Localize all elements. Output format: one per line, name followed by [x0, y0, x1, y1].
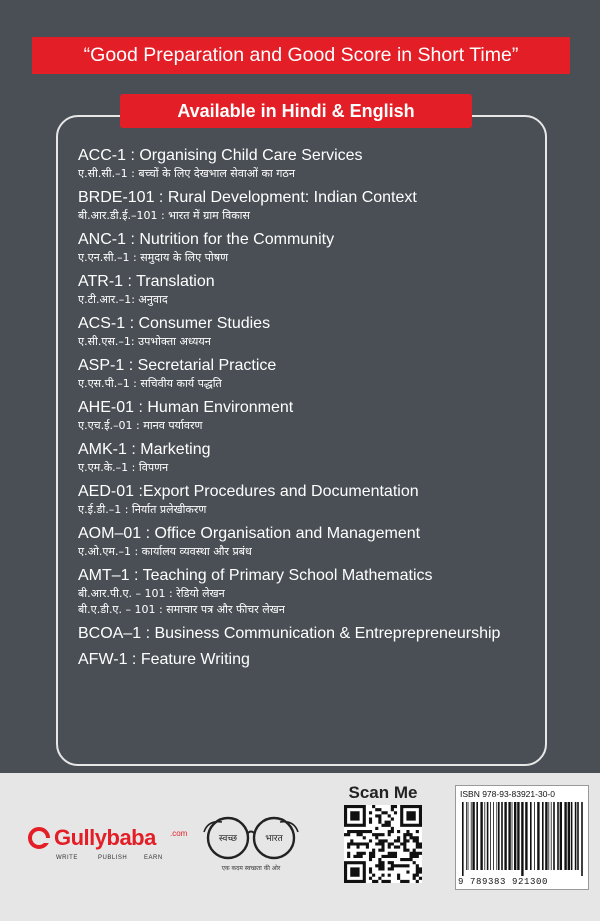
course-title-hi: ए.ओ.एम.–1 : कार्यालय व्यवस्था और प्रबंध	[78, 545, 252, 558]
course-item	[78, 482, 548, 518]
course-title-en: ANC-1 : Nutrition for the Community	[78, 231, 335, 248]
swachh-caption: एक कदम स्वच्छता की ओर	[221, 865, 281, 872]
course-title-en: ATR-1 : Translation	[78, 273, 215, 290]
isbn-barcode	[455, 785, 589, 890]
swachh-bharat-logo	[196, 812, 306, 872]
logo-name: Gullybaba	[54, 825, 156, 850]
course-item	[78, 314, 548, 350]
qr-code-icon	[344, 805, 422, 883]
course-title-hi: ए.ई.डी.–1 : निर्यात प्रलेखीकरण	[78, 503, 207, 516]
course-title-en: BRDE-101 : Rural Development: Indian Context	[78, 189, 417, 206]
course-item	[78, 524, 548, 560]
course-title-en: AED-01 :Export Procedures and Documentation	[78, 483, 419, 500]
swachh-left-text: स्वच्छ	[218, 834, 238, 844]
gullybaba-logo	[28, 825, 188, 865]
course-title-hi: ए.एस.पी.–1 : सचिवीय कार्य पद्धति	[78, 377, 222, 390]
course-title-en: AMT–1 : Teaching of Primary School Mathematics	[78, 567, 433, 584]
barcode-digits: 9 789383 921300	[458, 877, 549, 887]
course-title-en: ACS-1 : Consumer Studies	[78, 315, 271, 332]
course-title-en: ACC-1 : Organising Child Care Services	[78, 147, 363, 164]
course-item	[78, 566, 548, 618]
logo-tagline-word: EARN	[144, 855, 163, 861]
course-item	[78, 356, 548, 392]
course-title-hi: ए.एच.ई.–01 : मानव पर्यावरण	[78, 419, 203, 432]
course-title-hi: ए.टी.आर.–1: अनुवाद	[78, 293, 168, 306]
course-title-hi: ए.एन.सी.–1 : समुदाय के लिए पोषण	[78, 251, 229, 264]
gullybaba-g-icon	[28, 827, 50, 849]
glasses-icon	[196, 812, 306, 864]
course-title-en: BCOA–1 : Business Communication & Entreprepreneurship	[78, 625, 501, 642]
course-title-hi: बी.आर.डी.ई.–101 : भारत में ग्राम विकास	[78, 209, 250, 222]
course-item	[78, 230, 548, 266]
course-title-en: ASP-1 : Secretarial Practice	[78, 357, 277, 374]
course-title-en: AHE-01 : Human Environment	[78, 399, 294, 416]
course-title-hi: बी.आर.पी.ए. – 101 : रेडियो लेखन	[78, 587, 225, 600]
logo-suffix: .com	[170, 829, 188, 838]
course-title-en: AFW-1 : Feature Writing	[78, 651, 250, 668]
course-title-en: AMK-1 : Marketing	[78, 441, 211, 458]
course-title-hi: ए.सी.सी.–1 : बच्चों के लिए देखभाल सेवाओं का गठन	[78, 167, 295, 180]
course-item	[78, 624, 548, 644]
course-title-hi: बी.ए.डी.ए. – 101 : समाचार पत्र और फीचर लेखन	[78, 603, 285, 616]
scan-me-label: Scan Me	[348, 783, 418, 802]
course-title-hi: ए.एम.के.–1 : विपणन	[78, 461, 169, 474]
course-title-hi: ए.सी.एस.–1: उपभोक्ता अध्ययन	[78, 335, 211, 348]
qr-code[interactable]	[344, 805, 422, 883]
swachh-right-text: भारत	[265, 834, 283, 844]
isbn-number: ISBN 978-93-83921-30-0	[460, 789, 555, 799]
course-item	[78, 650, 548, 670]
course-item	[78, 440, 548, 476]
course-item	[78, 146, 548, 182]
course-list	[78, 146, 548, 670]
barcode-icon	[460, 802, 586, 876]
logo-tagline-word: WRITE	[56, 855, 78, 861]
logo-tagline-word: PUBLISH	[98, 855, 128, 861]
availability-badge: Available in Hindi & English	[120, 94, 472, 128]
course-item	[78, 272, 548, 308]
tagline-banner: “Good Preparation and Good Score in Short Time”	[32, 37, 570, 74]
course-title-en: AOM–01 : Office Organisation and Management	[78, 525, 421, 542]
course-item	[78, 398, 548, 434]
course-item	[78, 188, 548, 224]
